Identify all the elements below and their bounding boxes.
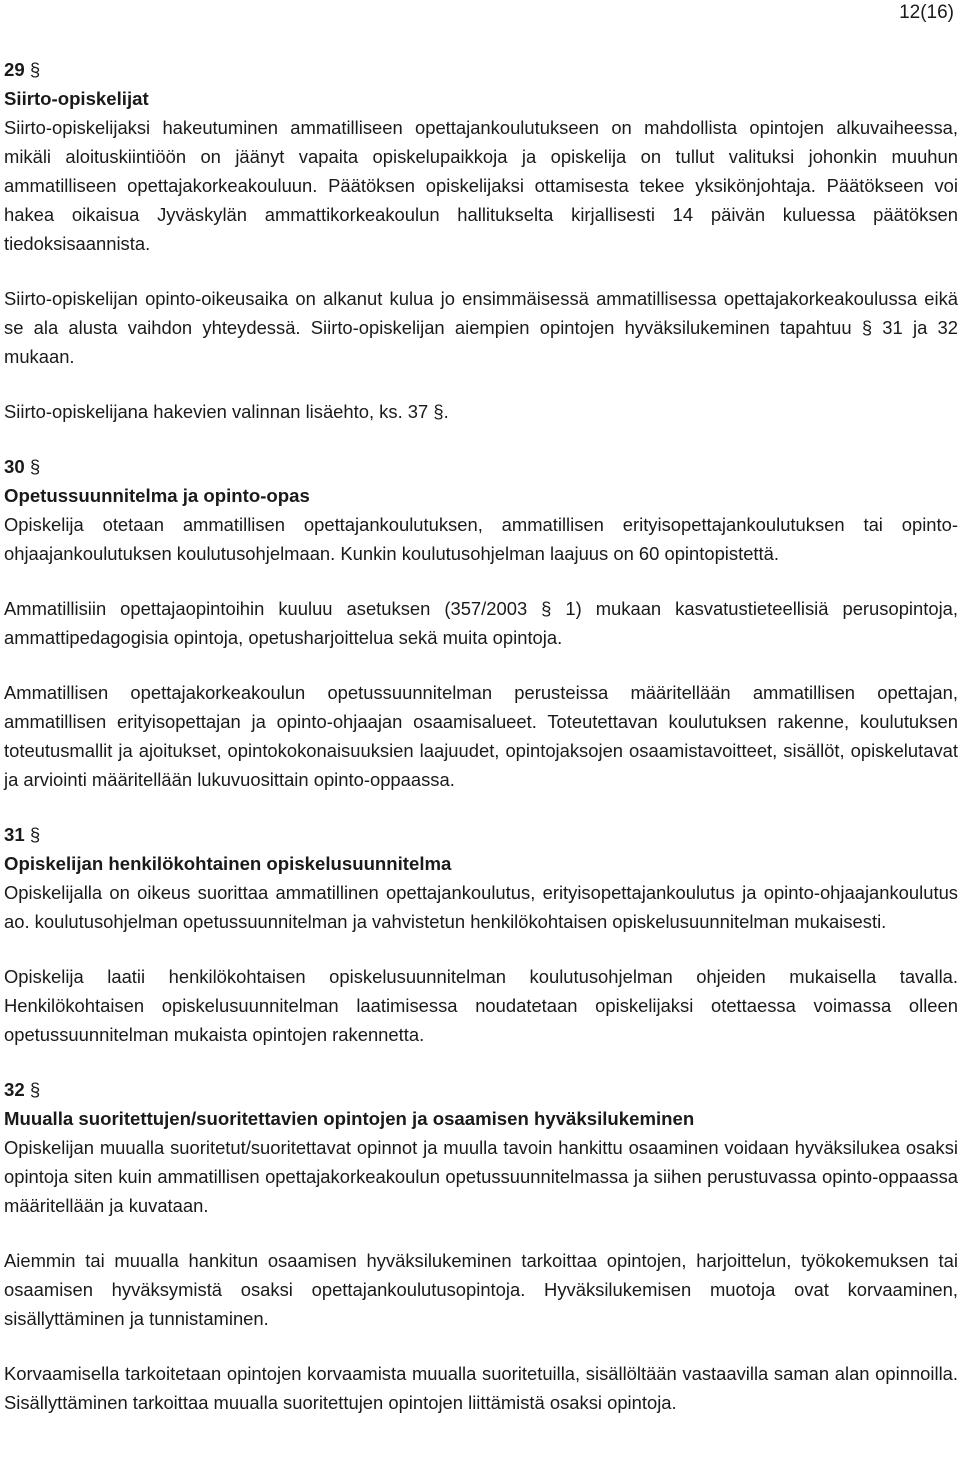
section-number: 32 §: [4, 1079, 41, 1100]
paragraph: Korvaamisella tarkoitetaan opintojen korvaamista muualla suoritetuilla, sisällöltään vastaavilla saman alan opinnoilla. Sisällyttäminen tarkoittaa muualla suoritettujen opintojen liittämistä osaksi opintoja.: [4, 1363, 958, 1413]
section-30: [4, 452, 958, 794]
section-number: 29 §: [4, 59, 41, 80]
paragraph: Aiemmin tai muualla hankitun osaamisen hyväksilukeminen tarkoittaa opintojen, harjoittelun, työkokemuksen tai osaamisen hyväksymistä osaksi opettajankoulutusopintoja. Hyväksilukemisen muotoja ovat korvaaminen, sisällyttäminen ja tunnistaminen.: [4, 1250, 958, 1329]
paragraph: Opiskelija laatii henkilökohtaisen opiskelusuunnitelman koulutusohjelman ohjeiden mukaisella tavalla. Henkilökohtaisen opiskelusuunnitelman laatimisessa noudatetaan opiskelijaksi otettaessa voimassa olleen opetussuunnitelman mukaista opintojen rakennetta.: [4, 966, 958, 1045]
section-title: Muualla suoritettujen/suoritettavien opintojen ja osaamisen hyväksilukeminen: [4, 1108, 695, 1129]
paragraph: Ammatillisiin opettajaopintoihin kuuluu asetuksen (357/2003 § 1) mukaan kasvatustieteellisiä perusopintoja, ammattipedagogisia opintoja, opetusharjoittelua sekä muita opintoja.: [4, 598, 958, 648]
page-number: 12(16): [899, 2, 954, 23]
paragraph: Opiskelijalla on oikeus suorittaa ammatillinen opettajankoulutus, erityisopettajankoulutus ja opinto-ohjaajankoulutus ao. koulutusohjelman opetussuunnitelman ja vahvistetun henkilökohtaisen opiskelusuunnitelman mukaisesti.: [4, 882, 958, 932]
paragraph: Ammatillisen opettajakorkeakoulun opetussuunnitelman perusteissa määritellään ammatillisen opettajan, ammatillisen erityisopettajan ja opinto-ohjaajan osaamisalueet. Toteutettavan koulutuksen rakenne, koulutuksen toteutusmallit ja ajoitukset, opintokokonaisuuksien laajuudet, opintojaksojen osaamistavoitteet, sisällöt, opiskelutavat ja arviointi määritellään lukuvuosittain opinto-oppaassa.: [4, 682, 958, 790]
section-number: 30 §: [4, 456, 41, 477]
paragraph: Opiskelijan muualla suoritetut/suoritettavat opinnot ja muulla tavoin hankittu osaaminen voidaan hyväksilukea osaksi opintoja siten kuin ammatillisen opettajakorkeakoulun opetussuunnitelmassa ja siihen perustuvassa opinto-oppaassa määritellään ja kuvataan.: [4, 1137, 958, 1216]
section-title: Opiskelijan henkilökohtainen opiskelusuunnitelma: [4, 853, 452, 874]
section-title: Siirto-opiskelijat: [4, 88, 149, 109]
section-number: 31 §: [4, 824, 41, 845]
document-body: [4, 55, 958, 1417]
section-31: [4, 820, 958, 1049]
section-32: [4, 1075, 958, 1417]
section-title: Opetussuunnitelma ja opinto-opas: [4, 485, 310, 506]
paragraph: Siirto-opiskelijana hakevien valinnan lisäehto, ks. 37 §.: [4, 401, 449, 422]
paragraph: Opiskelija otetaan ammatillisen opettajankoulutuksen, ammatillisen erityisopettajankoulutuksen tai opinto-ohjaajankoulutuksen koulutusohjelmaan. Kunkin koulutusohjelman laajuus on 60 opintopistettä.: [4, 514, 958, 564]
paragraph: Siirto-opiskelijan opinto-oikeusaika on alkanut kulua jo ensimmäisessä ammatillisessa opettajakorkeakoulussa eikä se ala alusta vaihdon yhteydessä. Siirto-opiskelijan aiempien opintojen hyväksilukeminen tapahtuu § 31 ja 32 mukaan.: [4, 288, 958, 367]
section-29: [4, 55, 958, 426]
paragraph: Siirto-opiskelijaksi hakeutuminen ammatilliseen opettajankoulutukseen on mahdollista opintojen alkuvaiheessa, mikäli aloituskiintiöön on jäänyt vapaita opiskelupaikkoja ja opiskelija on tullut valituksi johonkin muuhun ammatilliseen opettajakorkeakouluun. Päätöksen opiskelijaksi ottamisesta tekee yksikönjohtaja. Päätökseen voi hakea oikaisua Jyväskylän ammattikorkeakoulun hallitukselta kirjallisesti 14 päivän kuluessa päätöksen tiedoksisaannista.: [4, 117, 958, 254]
